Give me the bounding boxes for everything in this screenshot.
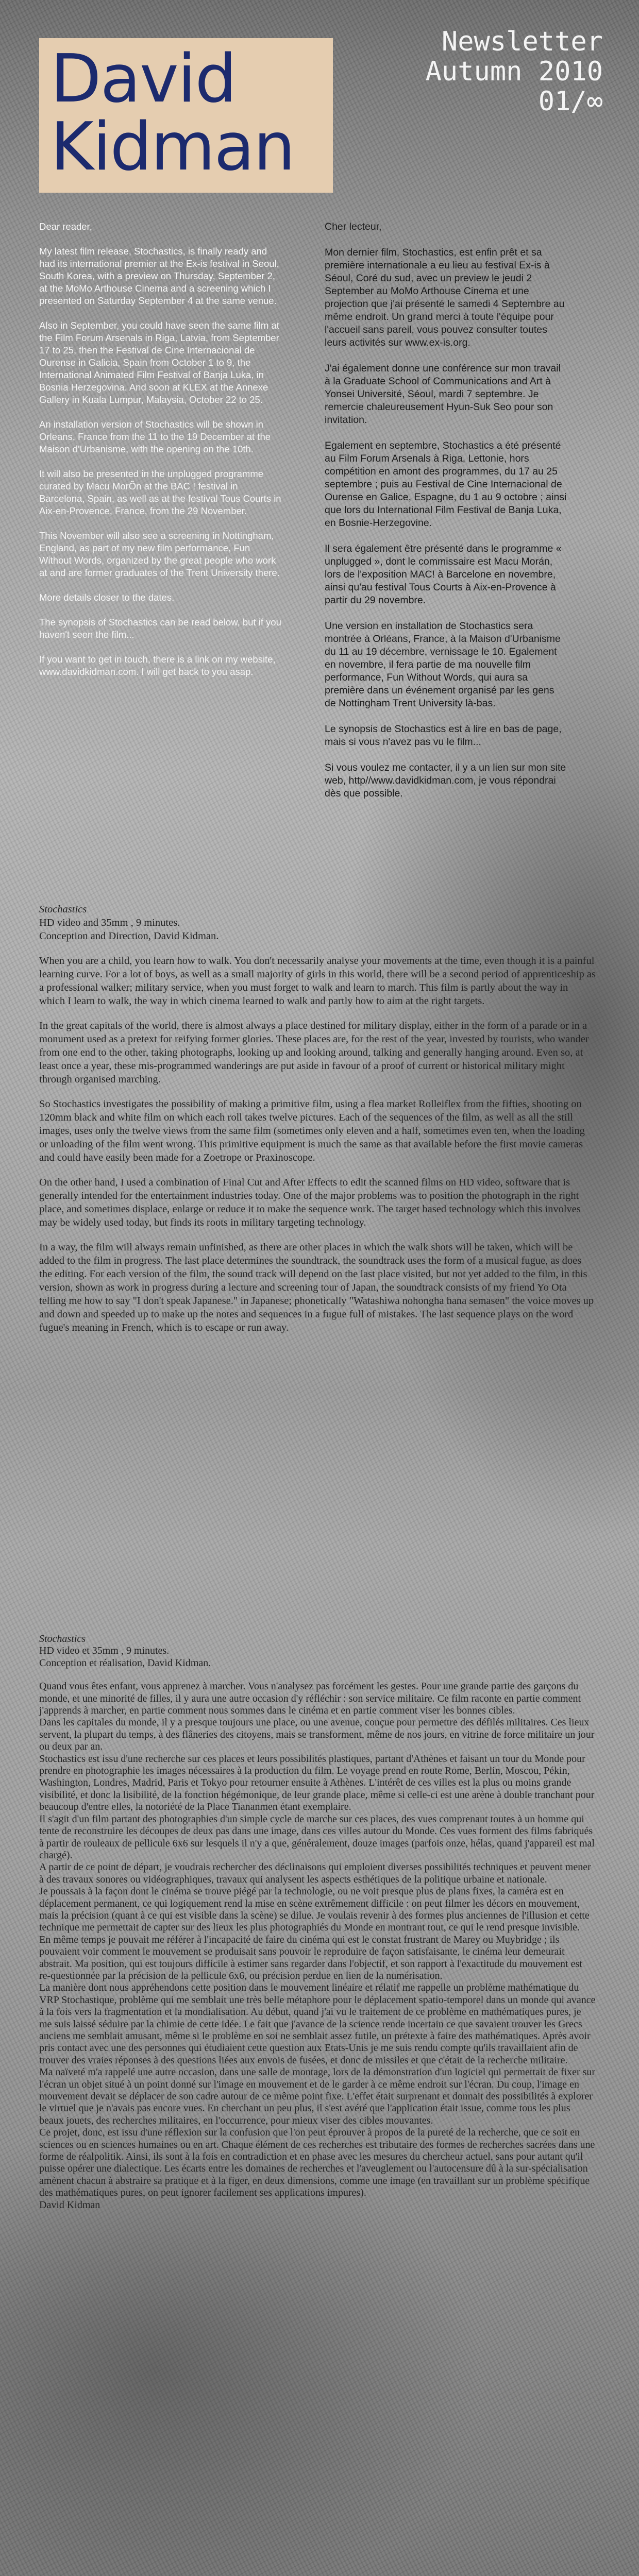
french-paragraph: J'ai également donne une conférence sur mon travail à la Graduate School of Communications and Art à Yonsei Université, Séoul, mardi 7 septembre. Je remercie chaleureusement Hyun-Suk Seo pour son invitation. [325, 363, 561, 426]
french-paragraph: Il sera également être présenté dans le programme « unplugged », dont le commissaire est Macu Morán, lors de l'exposition MAC! à Barcelone en novembre, ainsi qu'au festival Tous Courts à Aix-en-Provence à partir du 29 novembre. [325, 543, 562, 606]
english-paragraph: This November will also see a screening in Nottingham, England, as part of my new film performance, Fun Without Words, organized by the great people who work at and are former graduates of the Trent University there. [39, 530, 280, 578]
film-credits [39, 903, 596, 943]
film-format: HD video and 35mm , 9 minutes. [39, 917, 180, 928]
synopsis-paragraph-fr: En même temps je pouvait me référer à l'incapacité de faire du cinéma qui est le constat frustrant de Marey ou Muybridge ; ils pouvaient voir comment le mouvement se produisait sans pouvoir le reproduire de façon satisfaisante, le cinéma leur demeurait abstrait. Ma position, qui est toujours difficile à estimer sans regarder dans l'objectif, et son rapport à l'exactitude du mouvement est re-questionnée par la précision de la pellicule 6x6, ou précision perdue en lien de la numérisation. [39, 1934, 582, 1981]
french-paragraph: Egalement en septembre, Stochastics a été présenté au Film Forum Arsenals à Riga, Lettonie, hors compétition en amont des programmes, du 17 au 25 septembre ; puis au Festival de Cine Internacional de Ourense en Galice, Espagne, du 1 au 9 octobre ; ainsi que lors du International Film Festival de Banja Luka, en Bosnie-Herzegovine. [325, 440, 567, 529]
synopsis-paragraph-fr: Ma naïveté m'a rappelé une autre occasion, dans une salle de montage, lors de la démonstration d'un logiciel qui permettait de fixer sur l'écran un objet situé à un point donné sur l'image en mouvement et de le garder à ce même endroit sur l'écran. Du coup, l'image en mouvement devait se déplacer de son cadre autour de ce même point fixe. L'effet était surprenant et donnait des possibilités à explorer le virtuel que je n'avais pas encore vues. En cherchant un peu plus, il s'est avéré que l'application était issue, comme tous les plus beaux jouets, des recherches militaires, en l'occurrence, pour mieux viser des cibles mouvantes. [39, 2066, 596, 2126]
synopsis-paragraph-fr: Dans les capitales du monde, il y a presque toujours une place, ou une avenue, conçue pour permettre des défilés militaires. Ces lieux servent, la plupart du temps, à des flâneries des citoyens, mais se transforment, même de nos jours, en vitrine de force militaire un jour ou deux par an. [39, 1717, 595, 1753]
signature: David Kidman [39, 2199, 100, 2211]
synopsis-paragraph: In the great capitals of the world, there is almost always a place destined for military display, either in the form of a parade or in a monument used as a pretext for reifying former glories. These places are, for the rest of the year, invested by tourists, who wander from one end to the other, taking photographs, looking up and looking around, talking and generally hanging around. Even so, at least once a year, these mis-programmed wanderings are put aside in favour of a proof of current or historical military might through organised marching. [39, 1020, 589, 1085]
film-credit-fr: Conception et réalisation, David Kidman. [39, 1657, 211, 1669]
synopsis-french [39, 1633, 596, 2211]
synopsis-paragraph: So Stochastics investigates the possibility of making a primitive film, using a flea market Rolleiflex from the fifties, shooting on 120mm black and white film on which each roll takes twelve pictures. Each of the sequences of the film, as well as all the still images, uses only the twelve views from the same film (sometimes only eleven and a half, sometimes even ten, when the loading or unloading of the film went wrong. This primitive equipment is much the same as that available before the first movie cameras and could have easily been made for a Zoetrope or Praxinoscope. [39, 1098, 585, 1163]
english-paragraph: My latest film release, Stochastics, is finally ready and had its international premier at the Ex-is festival in Seoul, South Korea, with a preview on Thursday, September 2, at the MoMo Arthouse Cinema and a screening which I presented on Saturday September 4 at the same venue. [39, 246, 279, 306]
synopsis-paragraph-fr: A partir de ce point de départ, je voudrais rechercher des déclinaisons qui emploient diverses possibilités techniques et peuvent mener à des travaux sonores ou vidéographiques, travaux qui analysent les aspects esthétiques de la politique urbaine et nationale. [39, 1861, 591, 1885]
synopsis-paragraph: In a way, the film will always remain unfinished, as there are other places in which the walk shots will be taken, which will be added to the film in progress. The last place determines the soundtrack, the soundtrack uses the form of a musical fugue, as does the editing. For each version of the film, the sound track will depend on the last place visited, but not yet added to the film, in this version, shown as work in progress during a lecture and screening tour of Japan, the soundtrack consists of my friend Yo Ota telling me how to say "I don't speak Japanese." in Japanese; phonetically "Watashiwa nohongha hana semasen" the voice moves up and down and speeded up to make up the notes and sequences in a fugue full of mistakes. The last sequence plays on the word fugue's meaning in French, which is to escape or run away. [39, 1242, 594, 1333]
french-paragraph: Une version en installation de Stochastics sera montrée à Orléans, France, à la Maison d'Urbanisme du 11 au 19 décembre, vernissage le 10. Egalement en novembre, il fera partie de ma nouvelle film performance, Fun Without Words, qui aura sa première dans un événement organisé par les gens de Nottingham Trent University là-bas. [325, 620, 561, 709]
logo [39, 38, 333, 193]
french-paragraph: Mon dernier film, Stochastics, est enfin prêt et sa première internationale a eu lieu au festival Ex-is à Séoul, Coré du sud, avec un preview le jeudi 2 September au MoMo Arthouse Cinema et une projection que j'ai présenté le samedi 4 Septembre au même endroit. Un grand merci à toute l'équipe pour l'accueil sans pareil, vous pouvez consulter toutes leurs activités sur www.ex-is.org. [325, 247, 565, 348]
issue-info [426, 27, 603, 116]
french-greeting: Cher lecteur, [325, 221, 382, 232]
logo-last-name: Kidman [51, 109, 294, 185]
synopsis-english [39, 903, 596, 1346]
synopsis-paragraph-fr: Stochastics est issu d'une recherche sur ces places et leurs possibilités plastiques, partant d'Athènes et faisant un tour du Monde pour prendre en photographie les images nécessaires à la production du film. Le voyage prend en route Rome, Berlin, Moscou, Pékin, Washington, Londres, Madrid, Paris et Tokyo pour retourner ensuite à Athènes. L'intérêt de ces villes est la plus ou moins grande visibilité, et donc la lisibilité, de la fonction hégémonique, de leur grande place, même si celle-ci est une arène à double tranchant pour beaucoup d'entre elles, la notoriété de la Place Tiananmen étant exemplaire. [39, 1753, 595, 1813]
issue-number: 01/∞ [538, 86, 603, 117]
film-title-fr: Stochastics [39, 1633, 86, 1645]
synopsis-paragraph-fr: Je poussais à la façon dont le cinéma se trouve piégé par la technologie, ou ne voit presque plus de plans fixes, la caméra est en déplacement permanent, ce qui logiquement rend la mise en scène extrêmement difficile : on peut filmer les décors en mouvement, mais la précision (quant à ce qui est visible dans la scène) se dilue. Je voulais revenir à des formes plus anciennes de l'illusion et cette technique me permettait de capter sur des lieux les plus photographiés du Monde en montrant tout, ce qui le rend presque invisible. [39, 1886, 590, 1934]
french-letter [325, 221, 567, 813]
film-format-fr: HD video et 35mm , 9 minutes. [39, 1645, 170, 1657]
synopsis-paragraph-fr: La manière dont nous appréhendons cette position dans le mouvement linéaire et rélatif me rappelle un problème mathématique du VRP Stochastique, problème qui me semblait une très belle métaphore pour le déplacement spatio-temporel dans un monde qui avance à la fois vers la fragmentation et la mondialisation. Au début, quand j'ai vu le traitement de ce problème en mathématiques pures, je me suis laissé séduire par la chimie de cette idée. Le fait que j'avance de la science rende incertain ce que savaient trouver les Grecs anciens me semblait amusant, même si le problème en soi ne semblait assez futile, un prétexte à faire des mathématiques. Après avoir pris contact avec une des personnes qui étudiaient cette question aux Etats-Unis je me suis rendu compte qu'ils travaillaient afin de trouver des vraies réponses à des questions liées aux envois de fusées, et donc de missiles et que c'était de la recherche militaire. [39, 1982, 596, 2066]
french-paragraph: Le synopsis de Stochastics est à lire en bas de page, mais si vous n'avez pas vu le film... [325, 723, 562, 748]
synopsis-paragraph: When you are a child, you learn how to walk. You don't necessarily analyse your movements at the time, even though it is a painful learning curve. For a lot of boys, as well as a small majority of girls in this world, there will be a second period of apprenticeship as a professional walker; military service, when you must forget to walk and learn to march. This film is partly about the way in which I learn to walk, the way in which cinema learned to walk and partly how to aim at the right targets. [39, 955, 596, 1007]
english-paragraph: If you want to get in touch, there is a link on my website, www.davidkidman.com. I will get back to you asap. [39, 654, 276, 677]
english-letter [39, 221, 281, 690]
english-greeting: Dear reader, [39, 221, 92, 232]
english-paragraph: The synopsis of Stochastics can be read below, but if you haven't seen the film... [39, 617, 281, 640]
english-paragraph: Also in September, you could have seen the same film at the Film Forum Arsenals in Riga, Latvia, from September 17 to 25, then the Festival de Cine Internacional de Ourense in Galicia, Spain from October 1 to 9, the International Animated Film Festival of Banja Luka, in Bosnia Herzegovina. And soon at KLEX at the Annexe Gallery in Kuala Lumpur, Malaysia, October 22 to 25. [39, 320, 279, 405]
synopsis-paragraph-fr: Il s'agit d'un film partant des photographies d'un simple cycle de marche sur ces places, des vues comprenant toutes à un homme qui tente de reconstruire les découpes de deux pas dans une image, dans ces villes autour du Monde. Ces vues forment des films fabriqués à partir de rouleaux de pellicule 6x6 sur lesquels il n'y a que, généralement, douze images (parfois onze, hélas, quand j'appareil est mal chargé). [39, 1813, 595, 1861]
synopsis-paragraph-fr: Quand vous êtes enfant, vous apprenez à marcher. Vous n'analysez pas forcément les gestes. Pour une grande partie des garçons du monde, et une minorité de filles, il y aura une autre occasion d'y réfléchir : son service militaire. Ce film raconte en partie comment j'apprends à marcher, en partie comment nous sommes dans le cinéma et en partie comment viser les bonnes cibles. [39, 1681, 581, 1717]
english-paragraph: It will also be presented in the unplugged programme curated by Macu MorÕn at the BAC ! festival in Barcelona, Spain, as well as at the festival Tous Courts in Aix-en-Provence, France, from the 29 November. [39, 468, 281, 516]
logo-first-name: David [51, 41, 236, 117]
french-paragraph: Si vous voulez me contacter, il y a un lien sur mon site web, http//www.davidkidman.com, je vous répondrai dès que possible. [325, 762, 566, 799]
film-credits-fr [39, 1633, 596, 1669]
synopsis-paragraph: On the other hand, I used a combination of Final Cut and After Effects to edit the scanned films on HD video, software that is generally intended for the entertainment industries today. One of the major problems was to position the photograph in the right place, and sometimes displace, enlarge or reduce it to make the sequence work. The target based technology which this involves may be widely used today, but finds its roots in military targeting technology. [39, 1177, 581, 1228]
issue-title: Newsletter [441, 26, 603, 57]
english-paragraph: An installation version of Stochastics will be shown in Orleans, France from the 11 to the 19 December at the Maison d'Urbanisme, with the opening on the 10th. [39, 419, 271, 454]
film-credit: Conception and Direction, David Kidman. [39, 930, 219, 942]
film-title: Stochastics [39, 904, 87, 915]
english-paragraph: More details closer to the dates. [39, 592, 175, 603]
synopsis-paragraph-fr: Ce projet, donc, est issu d'une réflexion sur la confusion que l'on peut éprouver à propos de la pureté de la recherche, que ce soit en sciences ou en sciences humaines ou en art. Chaque élément de ces recherches est tributaire des formes de recherches sacrées dans une forme de réalpolitik. Ainsi, ils sont à la fois en contradiction et en phase avec les mesures du chercheur actuel, sans pour autant qu'il puisse opérer une dialectique. Les écarts entre les domaines de recherches et l'aveuglement ou l'autocensure dû à la sur-spécialisation amènent chacun à abstraire sa pratique et à la figer, en deux dimensions, comme une image (en travaillant sur un problème spécifique des mathématiques pures, on peut ignorer facilement ses applications impures). [39, 2127, 595, 2199]
issue-season: Autumn 2010 [425, 56, 603, 87]
